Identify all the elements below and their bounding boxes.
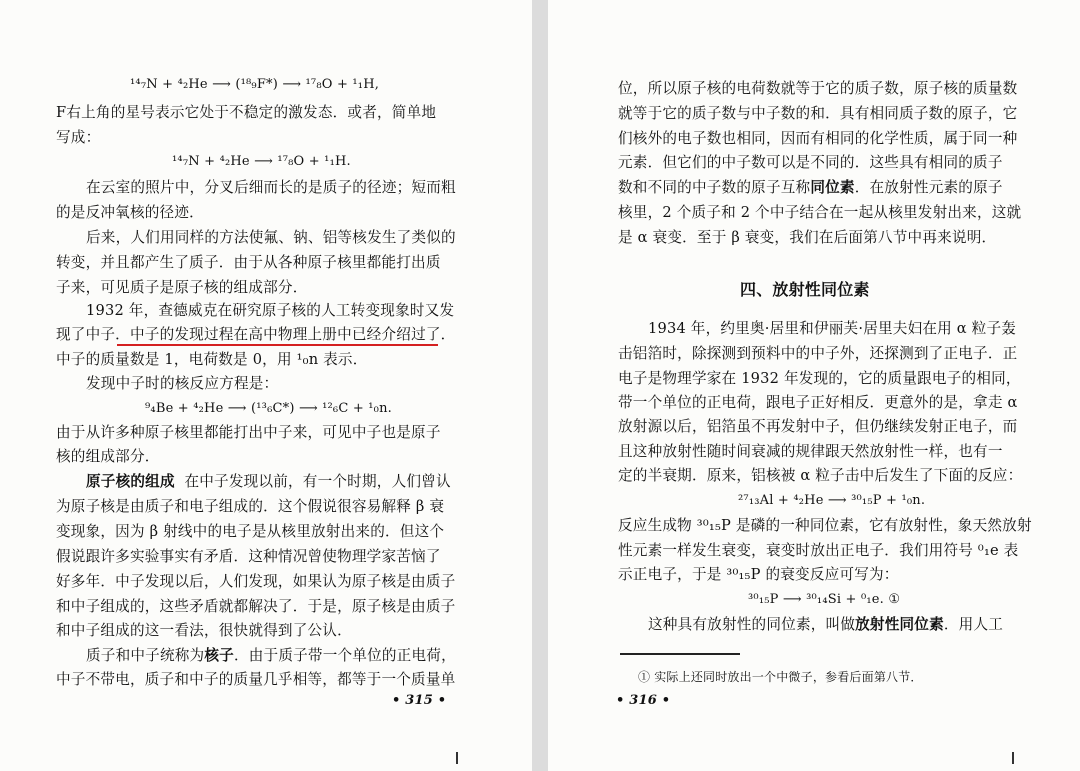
equation-nitrogen-simple: ¹⁴₇N + ⁴₂He ⟶ ¹⁷₈O + ¹₁H.	[172, 154, 351, 169]
text-line: 和中子组成的，这些矛盾就都解决了．于是，原子核是由质子	[56, 598, 456, 615]
text-line: 核里，2 个质子和 2 个中子结合在一起从核里发射出来，这就	[618, 204, 1022, 221]
book-gutter	[532, 0, 548, 771]
page-edge-mark	[456, 752, 458, 764]
text-line: 的是反冲氧核的径迹．	[56, 204, 204, 221]
right-page	[548, 0, 1080, 771]
text-line: 示正电子，于是 ³⁰₁₅P 的衰变反应可写为：	[618, 566, 899, 583]
text-line: 变现象，因为 β 射线中的电子是从核里放射出来的．但这个	[56, 523, 445, 540]
left-page	[0, 0, 532, 771]
text-span: 数和不同的中子数的原子互称	[618, 179, 811, 196]
text-line: 1932 年，查德威克在研究原子核的人工转变现象时又发	[86, 302, 455, 319]
text-line: 发现中子时的核反应方程是：	[86, 375, 279, 392]
equation-beryllium: ⁹₄Be + ⁴₂He ⟶ (¹³₆C*) ⟶ ¹²₆C + ¹₀n.	[145, 401, 392, 416]
text-span: 在中子发现以前，有一个时期，人们曾认	[184, 473, 451, 490]
text-line-neutron-discovery	[56, 326, 455, 344]
text-line: 子来，可见质子是原子核的组成部分．	[56, 279, 308, 296]
text-line: 假说跟许多实验事实有矛盾．这种情况曾使物理学家苦恼了	[56, 548, 441, 565]
text-line: 由于从许多种原子核里都能打出中子来，可见中子也是原子	[56, 424, 441, 441]
text-line-radioisotope	[648, 616, 1003, 634]
text-span: 这种具有放射性的同位素，叫做	[648, 616, 856, 633]
highlighted-text: 中子的发现过程在高中物理上册中已经介绍过了．	[129, 326, 456, 343]
text-line: 们核外的电子数也相同，因而有相同的化学性质，属于同一种	[618, 130, 1018, 147]
text-line-nucleon	[86, 647, 456, 665]
term-nucleon: 核子	[204, 647, 234, 664]
text-line: 1934 年，约里奥·居里和伊丽芙·居里夫妇在用 α 粒子轰	[648, 320, 1017, 337]
text-line: 击铝箔时，除探测到预料中的中子外，还探测到了正电子．正	[618, 345, 1018, 362]
text-line: 元素．但它们的中子数可以是不同的．这些具有相同的质子	[618, 154, 1003, 171]
text-span: ．用人工	[943, 616, 1004, 633]
text-line: 且这种放射性随时间衰减的规律跟天然放射性一样，也有一	[618, 443, 1003, 460]
equation-nitrogen-alpha: ¹⁴₇N + ⁴₂He ⟶ (¹⁸₉F*) ⟶ ¹⁷₈O + ¹₁H,	[130, 77, 380, 92]
text-line: 中子的质量数是 1，电荷数是 0，用 ¹₀n 表示．	[56, 351, 368, 368]
text-line: 和中子组成的这一看法，很快就得到了公认．	[56, 622, 352, 639]
red-underline	[117, 344, 438, 346]
section-heading: 原子核的组成	[86, 473, 175, 490]
text-line: F右上角的星号表示它处于不稳定的激发态．或者，简单地	[56, 104, 437, 121]
text-line: 就等于它的质子数与中子数的和．具有相同质子数的原子，它	[618, 105, 1018, 122]
text-line: 定的半衰期．原来，铝核被 α 粒子击中后发生了下面的反应：	[618, 467, 1023, 484]
section-heading: 四、放射性同位素	[740, 280, 870, 299]
text-line: 是 α 衰变．至于 β 衰变，我们在后面第八节中再来说明．	[618, 229, 997, 246]
equation-phosphorus-decay: ³⁰₁₅P ⟶ ³⁰₁₄Si + ⁰₁e. ①	[748, 592, 901, 607]
text-line: 性元素一样发生衰变，衰变时放出正电子．我们用符号 ⁰₁e 表	[618, 542, 1019, 559]
text-line: 好多年．中子发现以后，人们发现，如果认为原子核是由质子	[56, 573, 456, 590]
text-line-isotope-definition	[618, 179, 1003, 197]
text-line-nucleus-composition	[86, 473, 451, 491]
term-isotope: 同位素	[810, 179, 855, 196]
footnote-rule	[620, 653, 740, 655]
text-line: 带一个单位的正电荷，跟电子正好相反．更意外的是，拿走 α	[618, 394, 1018, 411]
text-line: 电子是物理学家在 1932 年发现的，它的质量跟电子的相同，	[618, 370, 1021, 387]
footnote: ① 实际上还同时放出一个中微子，参看后面第八节．	[638, 670, 923, 684]
text-span: 质子和中子统称为	[86, 647, 205, 664]
text-line: 中子不带电，质子和中子的质量几乎相等，都等于一个质量单	[56, 671, 456, 688]
text-line: 写成：	[56, 129, 101, 146]
page-number: • 316 •	[616, 693, 671, 708]
text-line: 在云室的照片中，分叉后细而长的是质子的径迹；短而粗	[86, 179, 456, 196]
text-line: 位，所以原子核的电荷数就等于它的质子数，原子核的质量数	[618, 80, 1018, 97]
equation-aluminium: ²⁷₁₃Al + ⁴₂He ⟶ ³⁰₁₅P + ¹₀n.	[738, 493, 926, 508]
text-span: 现了中子．	[56, 326, 130, 343]
page-edge-mark	[1012, 752, 1014, 764]
text-line: 放射源以后，铝箔虽不再发射中子，但仍继续发射正电子，而	[618, 418, 1018, 435]
page-number: • 315 •	[392, 693, 447, 708]
text-line: 为原子核是由质子和电子组成的．这个假说很容易解释 β 衰	[56, 498, 445, 515]
text-line: 核的组成部分．	[56, 448, 160, 465]
text-line: 转变，并且都产生了质子．由于从各种原子核里都能打出质	[56, 254, 441, 271]
text-span: ．由于质子带一个单位的正电荷，	[233, 647, 456, 664]
term-radioisotope: 放射性同位素	[855, 616, 944, 633]
text-line: 反应生成物 ³⁰₁₅P 是磷的一种同位素，它有放射性，象天然放射	[618, 517, 1032, 534]
text-span: ．在放射性元素的原子	[854, 179, 1003, 196]
text-line: 后来，人们用同样的方法使氟、钠、铝等核发生了类似的	[86, 229, 456, 246]
